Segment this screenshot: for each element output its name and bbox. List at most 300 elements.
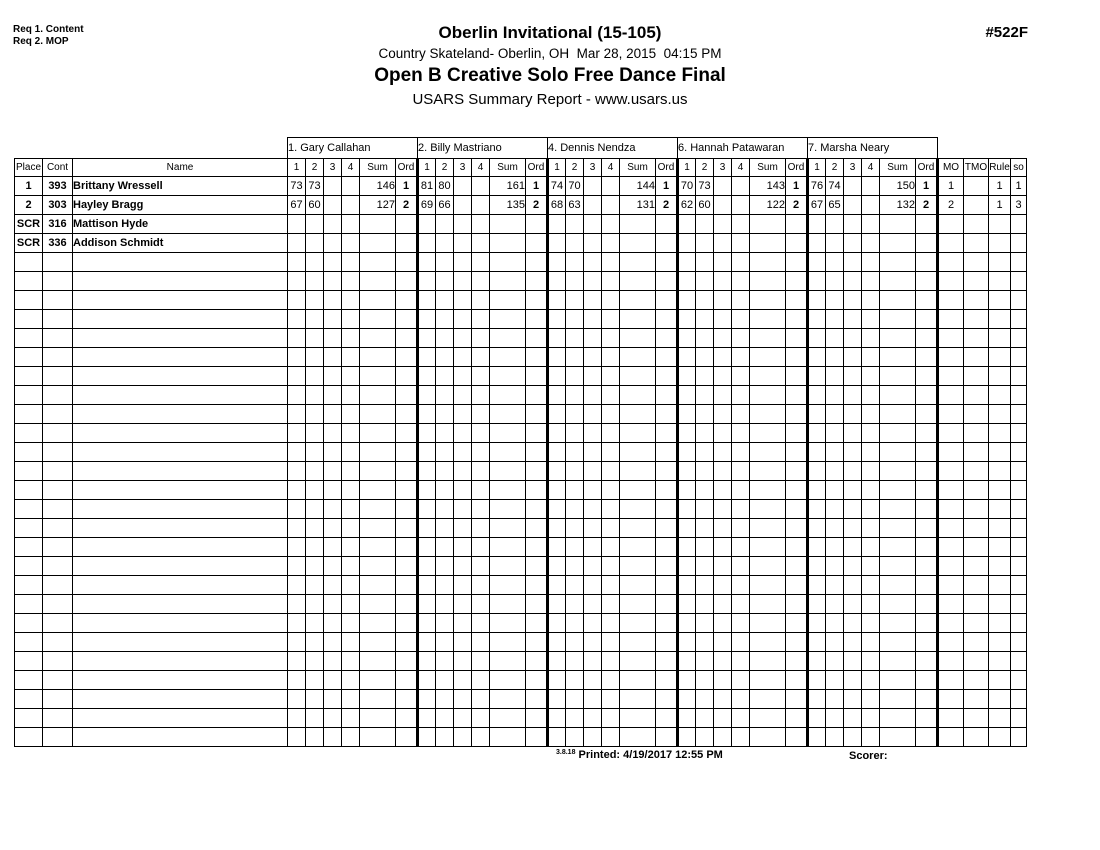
cell-judge-score	[808, 291, 826, 310]
cell-place	[15, 291, 43, 310]
cell-judge-score	[826, 595, 844, 614]
cell-judge-score	[324, 652, 342, 671]
cell-judge-ordinal	[526, 234, 548, 253]
cell-judge-ordinal: 1	[526, 177, 548, 196]
cell-judge-score	[602, 348, 620, 367]
cell-summary	[938, 386, 964, 405]
cell-judge-score	[584, 310, 602, 329]
cell-summary	[1011, 576, 1027, 595]
cell-place	[15, 329, 43, 348]
cell-judge-score	[714, 709, 732, 728]
cell-place: 2	[15, 196, 43, 215]
cell-judge-score	[418, 215, 436, 234]
cell-place	[15, 310, 43, 329]
cell-judge-ordinal	[786, 671, 808, 690]
cell-place	[15, 652, 43, 671]
cell-judge-score	[862, 728, 880, 747]
cell-summary	[989, 633, 1011, 652]
cell-judge-score	[826, 367, 844, 386]
cell-judge-score: 74	[548, 177, 566, 196]
cell-judge-score	[566, 671, 584, 690]
cell-summary	[938, 443, 964, 462]
column-header-cell: so	[1011, 159, 1027, 177]
cell-judge-ordinal	[526, 709, 548, 728]
cell-judge-sum: 122	[750, 196, 786, 215]
cell-judge-ordinal	[786, 405, 808, 424]
cell-judge-score	[714, 291, 732, 310]
cell-summary	[989, 728, 1011, 747]
table-row	[15, 424, 1027, 443]
cell-judge-ordinal	[396, 234, 418, 253]
cell-judge-score	[454, 424, 472, 443]
cell-place	[15, 272, 43, 291]
cell-judge-ordinal	[916, 405, 938, 424]
cell-judge-score	[844, 367, 862, 386]
cell-judge-score	[566, 272, 584, 291]
cell-judge-ordinal	[786, 272, 808, 291]
cell-judge-score	[826, 652, 844, 671]
cell-judge-ordinal	[526, 310, 548, 329]
column-header-cell: Ord	[526, 159, 548, 177]
cell-contestant-number	[43, 272, 73, 291]
cell-judge-sum	[490, 462, 526, 481]
cell-judge-score	[454, 538, 472, 557]
cell-judge-score	[602, 215, 620, 234]
table-row	[15, 728, 1027, 747]
cell-judge-score	[844, 690, 862, 709]
cell-judge-score	[324, 177, 342, 196]
cell-judge-score	[342, 614, 360, 633]
cell-judge-sum	[750, 671, 786, 690]
cell-judge-sum	[620, 538, 656, 557]
cell-judge-score	[714, 367, 732, 386]
cell-contestant-number: 336	[43, 234, 73, 253]
cell-judge-score	[306, 633, 324, 652]
cell-summary	[964, 272, 989, 291]
cell-judge-score	[548, 671, 566, 690]
cell-judge-score	[844, 443, 862, 462]
cell-judge-ordinal	[786, 424, 808, 443]
cell-judge-score	[436, 291, 454, 310]
cell-judge-score	[584, 614, 602, 633]
cell-summary	[989, 310, 1011, 329]
cell-judge-score	[808, 614, 826, 633]
cell-judge-sum	[360, 728, 396, 747]
cell-judge-score	[454, 500, 472, 519]
cell-judge-sum	[490, 671, 526, 690]
cell-judge-score	[844, 386, 862, 405]
cell-judge-score	[306, 386, 324, 405]
cell-place: SCR	[15, 215, 43, 234]
cell-summary	[1011, 538, 1027, 557]
cell-judge-sum	[750, 272, 786, 291]
cell-contestant-number	[43, 348, 73, 367]
cell-contestant-number	[43, 310, 73, 329]
cell-judge-sum	[490, 633, 526, 652]
cell-judge-ordinal	[916, 215, 938, 234]
header-spacer	[15, 138, 288, 159]
cell-summary	[964, 671, 989, 690]
cell-judge-score	[584, 728, 602, 747]
cell-judge-sum	[880, 652, 916, 671]
cell-judge-score	[678, 709, 696, 728]
cell-judge-score	[566, 291, 584, 310]
cell-judge-ordinal: 2	[656, 196, 678, 215]
cell-judge-ordinal	[526, 291, 548, 310]
cell-name	[73, 291, 288, 310]
cell-summary: 1	[1011, 177, 1027, 196]
cell-judge-score	[696, 348, 714, 367]
event-title: Open B Creative Solo Free Dance Final	[374, 65, 726, 86]
cell-judge-score	[472, 671, 490, 690]
cell-judge-ordinal	[786, 614, 808, 633]
cell-judge-ordinal	[656, 329, 678, 348]
cell-summary	[964, 614, 989, 633]
cell-contestant-number	[43, 253, 73, 272]
cell-judge-score	[862, 671, 880, 690]
cell-judge-sum	[360, 367, 396, 386]
cell-judge-sum	[490, 348, 526, 367]
cell-judge-sum	[620, 234, 656, 253]
cell-judge-score	[862, 614, 880, 633]
cell-judge-score	[808, 652, 826, 671]
cell-judge-score	[678, 272, 696, 291]
cell-judge-score	[436, 690, 454, 709]
cell-judge-score	[418, 272, 436, 291]
cell-judge-score	[844, 348, 862, 367]
cell-judge-score	[288, 652, 306, 671]
cell-name	[73, 690, 288, 709]
cell-judge-score	[602, 196, 620, 215]
cell-judge-score	[826, 386, 844, 405]
venue-date-line: Country Skateland- Oberlin, OH Mar 28, 2015 04:15 PM	[378, 46, 722, 61]
cell-judge-sum	[880, 728, 916, 747]
table-row	[15, 386, 1027, 405]
cell-judge-sum: 132	[880, 196, 916, 215]
cell-judge-score	[324, 671, 342, 690]
cell-judge-score	[342, 652, 360, 671]
cell-judge-score	[566, 215, 584, 234]
cell-judge-sum	[880, 443, 916, 462]
cell-judge-score	[548, 253, 566, 272]
cell-judge-score	[844, 291, 862, 310]
cell-judge-sum	[620, 443, 656, 462]
cell-judge-score	[342, 234, 360, 253]
cell-judge-sum	[880, 348, 916, 367]
cell-judge-score: 69	[418, 196, 436, 215]
cell-judge-score	[418, 329, 436, 348]
cell-judge-score	[472, 557, 490, 576]
cell-judge-score	[566, 424, 584, 443]
cell-name	[73, 481, 288, 500]
cell-judge-score	[696, 519, 714, 538]
cell-judge-score	[436, 557, 454, 576]
cell-place	[15, 557, 43, 576]
cell-judge-score	[696, 424, 714, 443]
cell-judge-score	[584, 424, 602, 443]
table-row	[15, 329, 1027, 348]
cell-summary	[938, 253, 964, 272]
cell-judge-score	[862, 177, 880, 196]
cell-judge-score	[844, 177, 862, 196]
cell-summary	[1011, 253, 1027, 272]
cell-summary	[964, 481, 989, 500]
cell-judge-sum	[880, 253, 916, 272]
cell-judge-score	[288, 272, 306, 291]
cell-judge-score	[844, 519, 862, 538]
cell-judge-ordinal	[786, 481, 808, 500]
cell-judge-score	[288, 386, 306, 405]
cell-judge-ordinal	[396, 633, 418, 652]
table-row	[15, 614, 1027, 633]
cell-judge-score	[696, 500, 714, 519]
cell-judge-ordinal	[786, 386, 808, 405]
cell-judge-ordinal	[656, 500, 678, 519]
cell-judge-score	[808, 367, 826, 386]
cell-summary	[964, 367, 989, 386]
cell-judge-score	[472, 405, 490, 424]
cell-judge-score	[342, 557, 360, 576]
cell-name	[73, 443, 288, 462]
cell-summary	[989, 500, 1011, 519]
cell-judge-score	[454, 462, 472, 481]
cell-judge-score	[862, 367, 880, 386]
cell-judge-score	[306, 367, 324, 386]
cell-judge-score	[678, 443, 696, 462]
cell-judge-score	[418, 253, 436, 272]
cell-judge-score	[602, 595, 620, 614]
cell-judge-score	[548, 709, 566, 728]
cell-judge-sum	[750, 652, 786, 671]
cell-judge-ordinal	[656, 272, 678, 291]
cell-judge-score	[436, 519, 454, 538]
cell-contestant-number	[43, 671, 73, 690]
cell-judge-score	[454, 272, 472, 291]
cell-judge-score	[678, 595, 696, 614]
cell-summary	[989, 614, 1011, 633]
cell-judge-score	[342, 310, 360, 329]
cell-name	[73, 310, 288, 329]
cell-judge-score	[306, 652, 324, 671]
cell-summary	[989, 557, 1011, 576]
cell-judge-sum	[620, 348, 656, 367]
cell-summary	[938, 576, 964, 595]
column-header-cell: 4	[602, 159, 620, 177]
cell-judge-score	[436, 215, 454, 234]
cell-summary	[938, 481, 964, 500]
cell-judge-score	[844, 728, 862, 747]
cell-judge-sum	[620, 253, 656, 272]
cell-summary	[1011, 481, 1027, 500]
cell-judge-score	[732, 424, 750, 443]
cell-contestant-number	[43, 728, 73, 747]
cell-judge-score	[678, 367, 696, 386]
cell-judge-score	[454, 405, 472, 424]
table-row	[15, 272, 1027, 291]
cell-judge-score	[732, 671, 750, 690]
cell-judge-score	[566, 519, 584, 538]
cell-judge-score	[862, 405, 880, 424]
cell-contestant-number: 393	[43, 177, 73, 196]
cell-judge-score	[826, 329, 844, 348]
cell-judge-score	[566, 500, 584, 519]
table-row	[15, 367, 1027, 386]
cell-judge-score	[288, 519, 306, 538]
cell-judge-sum: 131	[620, 196, 656, 215]
cell-judge-score	[548, 291, 566, 310]
cell-judge-score	[678, 652, 696, 671]
cell-judge-score	[714, 671, 732, 690]
cell-judge-ordinal	[916, 253, 938, 272]
cell-judge-sum	[360, 348, 396, 367]
cell-judge-sum	[880, 272, 916, 291]
cell-judge-score	[548, 386, 566, 405]
cell-judge-score	[288, 348, 306, 367]
cell-judge-score	[566, 538, 584, 557]
cell-place	[15, 500, 43, 519]
cell-judge-score	[436, 538, 454, 557]
table-row	[15, 709, 1027, 728]
cell-judge-score	[566, 329, 584, 348]
cell-judge-score	[584, 177, 602, 196]
event-number: #522F	[985, 24, 1028, 41]
cell-judge-score	[324, 329, 342, 348]
cell-judge-score	[826, 310, 844, 329]
cell-judge-sum	[620, 576, 656, 595]
cell-summary	[938, 709, 964, 728]
cell-judge-score	[306, 576, 324, 595]
cell-judge-score	[306, 481, 324, 500]
cell-judge-score	[696, 576, 714, 595]
table-row	[15, 576, 1027, 595]
cell-judge-score	[436, 652, 454, 671]
cell-judge-score	[454, 329, 472, 348]
cell-summary	[989, 576, 1011, 595]
cell-summary	[938, 329, 964, 348]
cell-judge-score	[342, 481, 360, 500]
cell-judge-sum	[750, 500, 786, 519]
cell-place	[15, 576, 43, 595]
cell-judge-score	[862, 538, 880, 557]
cell-summary	[989, 481, 1011, 500]
cell-judge-ordinal: 2	[526, 196, 548, 215]
cell-judge-score	[342, 500, 360, 519]
printed-timestamp: Printed: 4/19/2017 12:55 PM	[578, 749, 723, 761]
cell-judge-score	[826, 538, 844, 557]
cell-judge-score	[436, 595, 454, 614]
cell-judge-sum	[880, 481, 916, 500]
cell-judge-score	[714, 595, 732, 614]
cell-judge-score	[678, 291, 696, 310]
cell-judge-score	[696, 405, 714, 424]
cell-judge-score	[324, 557, 342, 576]
cell-judge-score	[602, 329, 620, 348]
cell-judge-score	[808, 633, 826, 652]
cell-judge-ordinal	[786, 690, 808, 709]
cell-judge-ordinal: 1	[656, 177, 678, 196]
cell-judge-sum	[360, 462, 396, 481]
cell-summary	[989, 595, 1011, 614]
cell-judge-score	[602, 557, 620, 576]
requirements-note	[13, 24, 84, 48]
column-header-cell: 3	[324, 159, 342, 177]
table-row	[15, 310, 1027, 329]
judge-name-header: 2. Billy Mastriano	[418, 138, 548, 159]
cell-judge-score	[566, 310, 584, 329]
cell-judge-score	[584, 652, 602, 671]
cell-judge-ordinal	[656, 671, 678, 690]
cell-summary	[1011, 367, 1027, 386]
column-header-cell: 3	[844, 159, 862, 177]
cell-judge-ordinal	[786, 291, 808, 310]
cell-judge-sum	[750, 481, 786, 500]
cell-judge-score	[862, 690, 880, 709]
cell-contestant-number: 316	[43, 215, 73, 234]
cell-judge-score	[602, 234, 620, 253]
cell-judge-score	[696, 310, 714, 329]
cell-summary	[989, 519, 1011, 538]
cell-judge-score	[862, 272, 880, 291]
cell-judge-ordinal	[656, 690, 678, 709]
cell-judge-score	[862, 462, 880, 481]
cell-judge-score	[566, 405, 584, 424]
column-header-cell: TMO	[964, 159, 989, 177]
cell-judge-sum	[880, 462, 916, 481]
cell-judge-score	[602, 443, 620, 462]
cell-judge-ordinal	[916, 424, 938, 443]
cell-judge-score	[548, 652, 566, 671]
cell-judge-score	[584, 709, 602, 728]
cell-judge-ordinal	[916, 234, 938, 253]
cell-judge-score	[678, 690, 696, 709]
cell-judge-sum	[360, 557, 396, 576]
cell-judge-score	[454, 595, 472, 614]
cell-summary	[1011, 443, 1027, 462]
cell-judge-sum	[750, 728, 786, 747]
cell-judge-ordinal	[396, 671, 418, 690]
cell-judge-score	[584, 557, 602, 576]
cell-judge-score	[826, 633, 844, 652]
cell-judge-score	[732, 329, 750, 348]
cell-judge-score: 67	[808, 196, 826, 215]
cell-contestant-number	[43, 557, 73, 576]
cell-judge-score	[602, 519, 620, 538]
cell-place	[15, 424, 43, 443]
cell-place	[15, 253, 43, 272]
cell-judge-score	[808, 253, 826, 272]
cell-judge-ordinal	[526, 405, 548, 424]
table-row	[15, 652, 1027, 671]
cell-judge-score	[548, 690, 566, 709]
cell-judge-score	[826, 348, 844, 367]
cell-judge-score	[436, 405, 454, 424]
column-header-cell: Cont	[43, 159, 73, 177]
cell-contestant-number	[43, 481, 73, 500]
cell-judge-score	[584, 519, 602, 538]
cell-judge-score	[862, 500, 880, 519]
cell-judge-score	[454, 652, 472, 671]
cell-summary	[938, 500, 964, 519]
cell-judge-score	[826, 576, 844, 595]
cell-judge-sum	[360, 291, 396, 310]
cell-judge-score	[548, 405, 566, 424]
cell-judge-score	[844, 405, 862, 424]
cell-judge-score	[732, 576, 750, 595]
cell-judge-score	[678, 633, 696, 652]
cell-judge-score	[826, 671, 844, 690]
cell-summary	[938, 291, 964, 310]
cell-judge-score	[732, 367, 750, 386]
